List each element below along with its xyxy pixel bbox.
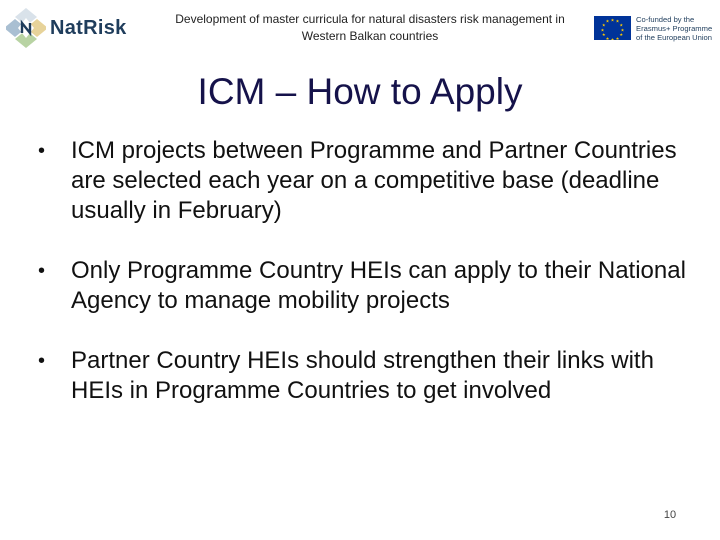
slide-title: ICM – How to Apply	[197, 71, 523, 112]
eu-flag-icon	[594, 16, 631, 40]
natrisk-logo	[6, 6, 127, 50]
bullet-text: Partner Country HEIs should strengthen their links with HEIs in Programme Countries to get involved	[71, 347, 654, 404]
logo-wordmark: NatRisk	[50, 17, 127, 39]
bullet-text: ICM projects between Programme and Partner Countries are selected each year on a competitive base (deadline usually in February)	[71, 137, 677, 224]
natrisk-emblem-icon	[6, 6, 46, 50]
svg-text:★: ★	[619, 22, 624, 28]
eu-cofunded-label	[636, 15, 720, 42]
svg-text:★: ★	[619, 32, 624, 38]
svg-text:★: ★	[620, 27, 625, 33]
svg-text:★: ★	[610, 37, 615, 40]
project-caption: Development of master curricula for natural disasters risk management in Western Balkan countries	[175, 12, 565, 43]
slide-header	[0, 0, 720, 56]
bullet-item	[38, 346, 708, 406]
svg-text:★: ★	[615, 18, 620, 24]
bullet-dot-icon: •	[38, 260, 46, 282]
svg-text:★: ★	[601, 32, 606, 38]
svg-text:★: ★	[601, 22, 606, 28]
svg-text:★: ★	[605, 18, 610, 24]
eu-text-line: Erasmus+ Programme	[636, 24, 713, 33]
bullet-dot-icon: •	[38, 350, 46, 372]
page-number: 10	[663, 509, 677, 521]
bullet-item	[38, 136, 708, 226]
svg-text:★: ★	[605, 35, 610, 40]
bullet-text: Only Programme Country HEIs can apply to their National Agency to manage mobility projects	[71, 257, 686, 314]
eu-text-line: of the European Union	[636, 33, 712, 42]
bullet-list	[38, 136, 708, 436]
svg-text:★: ★	[615, 35, 620, 40]
bullet-dot-icon: •	[38, 140, 46, 162]
svg-text:★: ★	[610, 17, 615, 23]
svg-text:★: ★	[600, 27, 605, 33]
bullet-item	[38, 256, 708, 316]
eu-text-line: Co-funded by the	[636, 15, 695, 24]
